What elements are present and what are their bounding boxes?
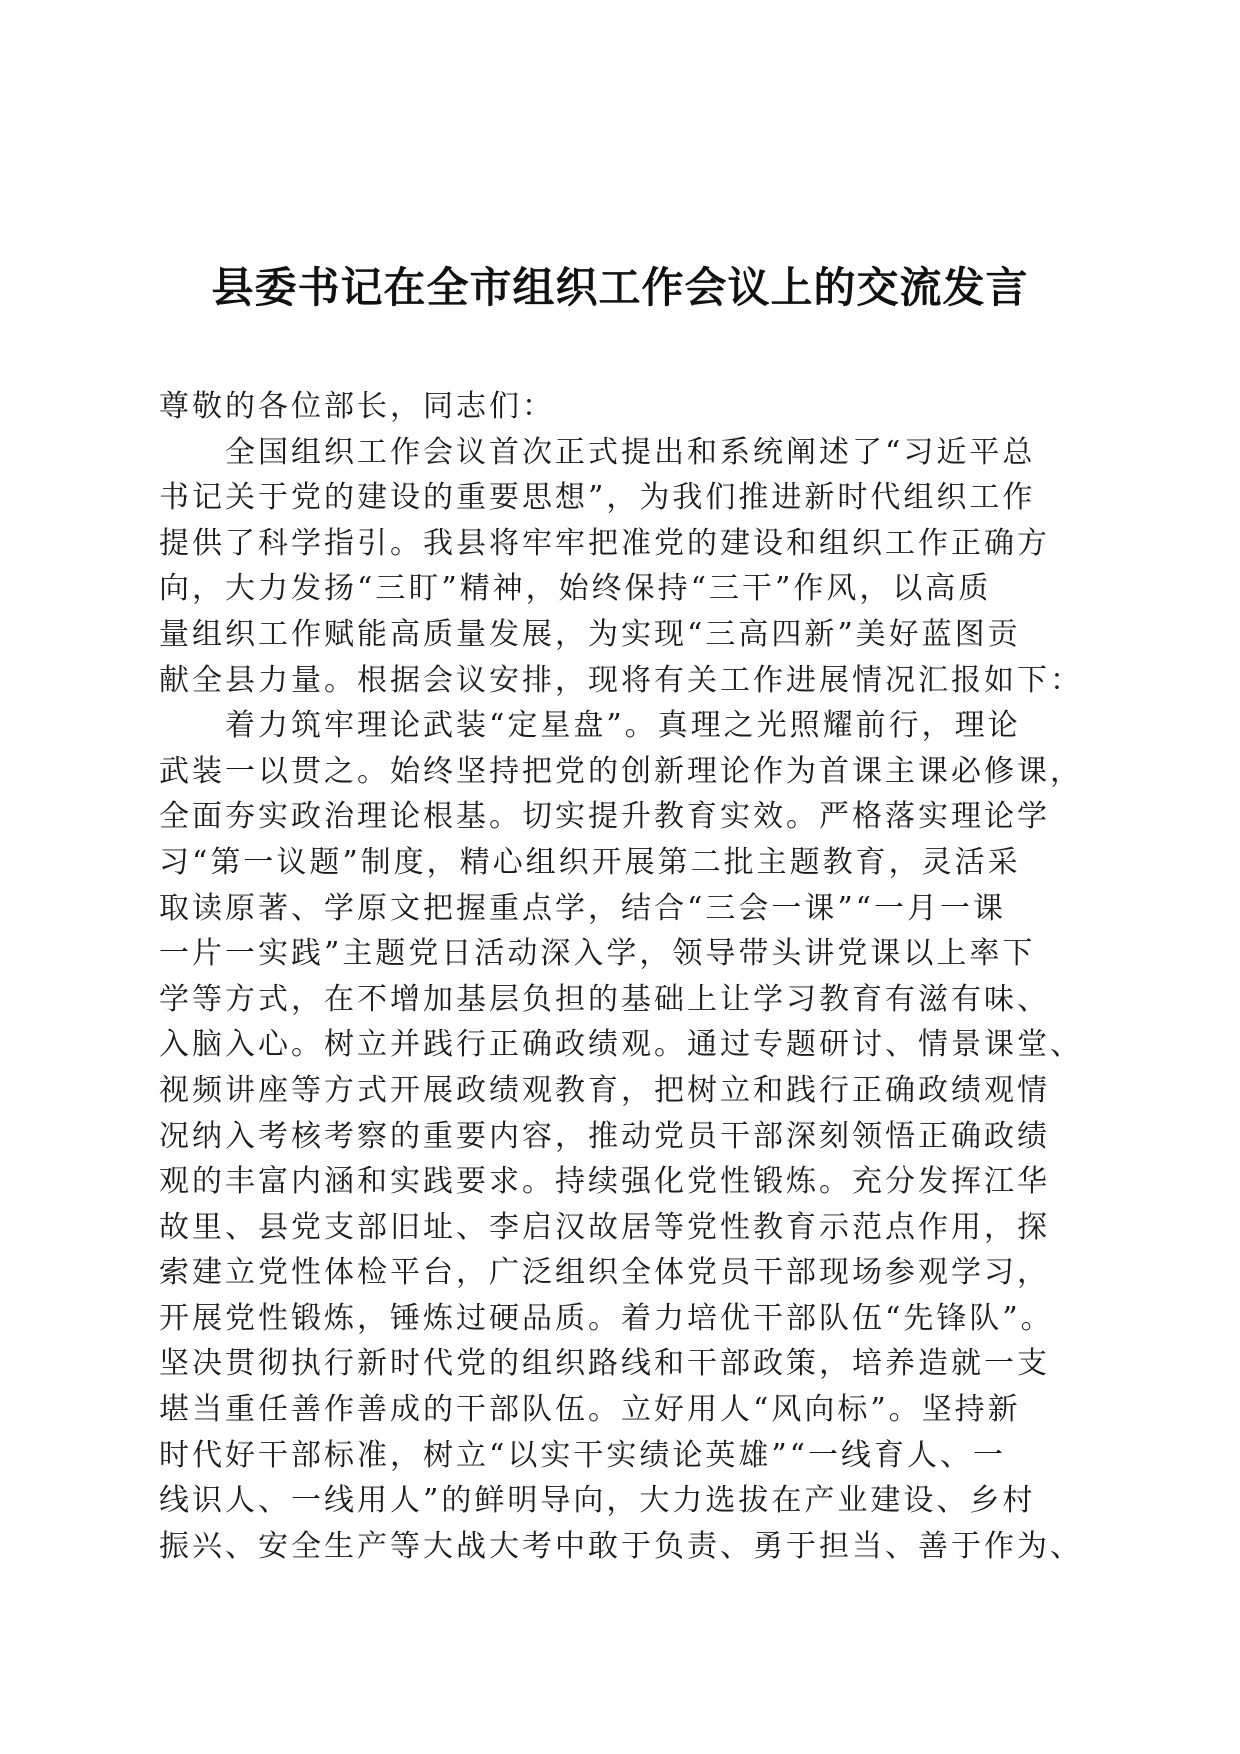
paragraph-line: 观的丰富内涵和实践要求。持续强化党性锻炼。充分发挥江华: [159, 1164, 1050, 1200]
paragraph-line: 入脑入心。树立并践行正确政绩观。通过专题研讨、情景课堂、: [159, 1027, 1083, 1063]
paragraph-line: 全面夯实政治理论根基。切实提升教育实效。严格落实理论学: [159, 799, 1050, 835]
paragraph-line: 线识人、一线用人”的鲜明导向，大力选拔在产业建设、乡村: [159, 1483, 1036, 1519]
document-body: [159, 384, 1099, 1569]
paragraph-line: 视频讲座等方式开展政绩观教育，把树立和践行正确政绩观情: [159, 1072, 1050, 1108]
paragraph-line: 书记关于党的建设的重要思想”，为我们推进新时代组织工作: [159, 480, 1036, 516]
paragraph-line: 振兴、安全生产等大战大考中敢于负责、勇于担当、善于作为、: [159, 1528, 1083, 1564]
paragraph-line: 开展党性锻炼，锤炼过硬品质。着力培优干部队伍“先锋队”。: [159, 1300, 1054, 1336]
paragraph-line: 学等方式，在不增加基层负担的基础上让学习教育有滋有味、: [159, 981, 1050, 1017]
paragraph-line: 取读原著、学原文把握重点学，结合“三会一课”“一月一课: [159, 890, 1007, 926]
paragraph-line: 习“第一议题”制度，精心组织开展第二批主题教育，灵活采: [159, 844, 1021, 880]
paragraph-line: 武装一以贯之。始终坚持把党的创新理论作为首课主课必修课，: [159, 753, 1083, 789]
paragraph-line: 索建立党性体检平台，广泛组织全体党员干部现场参观学习，: [159, 1255, 1050, 1291]
paragraph-line: 况纳入考核考察的重要内容，推动党员干部深刻领悟正确政绩: [159, 1118, 1050, 1154]
paragraph-line: 时代好干部标准，树立“以实干实绩论英雄”“一线育人、一: [159, 1437, 1007, 1473]
paragraph-line: 坚决贯彻执行新时代党的组织路线和干部政策，培养造就一支: [159, 1346, 1050, 1382]
paragraph-line: 提供了科学指引。我县将牢牢把准党的建设和组织工作正确方: [159, 525, 1050, 561]
paragraph-line: 故里、县党支部旧址、李启汉故居等党性教育示范点作用，探: [159, 1209, 1050, 1245]
salutation-line: 尊敬的各位部长，同志们：: [159, 389, 555, 424]
paragraph-line: 量组织工作赋能高质量发展，为实现“三高四新”美好蓝图贡: [159, 616, 1021, 652]
paragraph-line: 堪当重任善作善成的干部队伍。立好用人“风向标”。坚持新: [159, 1392, 1021, 1428]
paragraph-line: 全国组织工作会议首次正式提出和系统阐述了“习近平总: [225, 434, 1036, 470]
paragraph-line: 着力筑牢理论武装“定星盘”。真理之光照耀前行，理论: [225, 708, 1021, 744]
document-title: 县委书记在全市组织工作会议上的交流发言: [211, 263, 1029, 312]
paragraph-line: 一片一实践”主题党日活动深入学，领导带头讲党课以上率下: [159, 936, 1036, 972]
paragraph-line: 向，大力发扬“三盯”精神，始终保持“三干”作风，以高质: [159, 571, 992, 607]
paragraph-line: 献全县力量。根据会议安排，现将有关工作进展情况汇报如下：: [159, 662, 1083, 698]
